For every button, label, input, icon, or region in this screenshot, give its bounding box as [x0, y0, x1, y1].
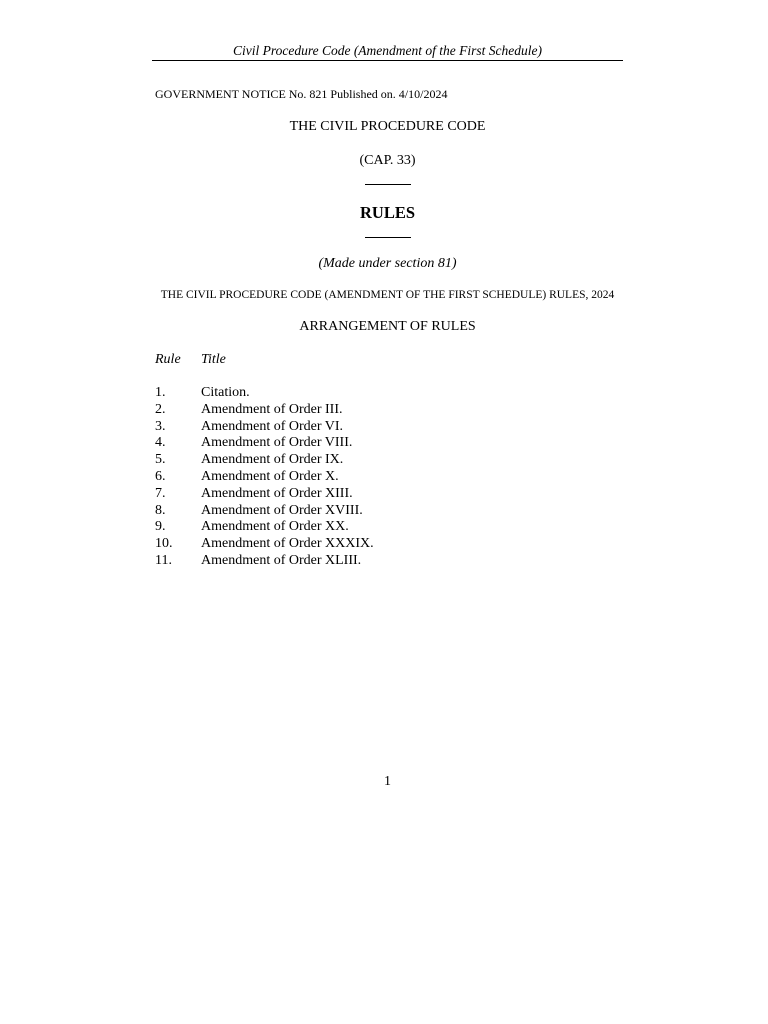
page-number: 1: [384, 774, 391, 789]
rules-heading: RULES: [359, 203, 416, 222]
made-under-note: (Made under section 81): [318, 256, 457, 271]
rule-number: 4.: [155, 435, 166, 451]
arrangement-heading: ARRANGEMENT OF RULES: [299, 319, 476, 334]
rule-number: 11.: [155, 552, 172, 568]
separator-line: [365, 237, 411, 238]
rule-number: 2.: [155, 401, 166, 417]
rules-full-title: THE CIVIL PROCEDURE CODE (AMENDMENT OF THE FIRST SCHEDULE) RULES, 2024: [160, 289, 615, 301]
government-notice: GOVERNMENT NOTICE No. 821 Published on. 4/10/2024: [155, 87, 448, 101]
rule-title: Amendment of Order III.: [201, 401, 343, 417]
separator-line: [365, 184, 411, 185]
rule-title: Amendment of Order X.: [201, 468, 339, 484]
rule-title: Amendment of Order VIII.: [201, 435, 353, 451]
rule-number: 6.: [155, 468, 166, 484]
rule-title: Amendment of Order VI.: [201, 418, 344, 434]
rule-number: 7.: [155, 485, 166, 501]
rule-title: Amendment of Order XLIII.: [201, 552, 362, 568]
rule-title: Citation.: [201, 385, 250, 400]
rule-column-heading: Rule: [155, 352, 181, 367]
rule-number: 9.: [155, 519, 166, 535]
rule-number: 8.: [155, 502, 166, 518]
rule-number: 3.: [155, 418, 166, 434]
rule-title: Amendment of Order XXXIX.: [201, 536, 374, 552]
rule-title: Amendment of Order XIII.: [201, 485, 353, 501]
rule-number: 10.: [155, 536, 173, 552]
act-title: THE CIVIL PROCEDURE CODE: [289, 119, 486, 134]
rule-title: Amendment of Order XX.: [201, 519, 349, 535]
rule-number: 5.: [155, 452, 166, 468]
rule-title: Amendment of Order IX.: [201, 452, 344, 468]
rule-number: 1.: [155, 385, 166, 400]
rule-title: Amendment of Order XVIII.: [201, 502, 363, 518]
title-column-heading: Title: [201, 352, 226, 367]
cap-number: (CAP. 33): [359, 153, 416, 168]
running-header: Civil Procedure Code (Amendment of the First Schedule): [152, 42, 623, 61]
